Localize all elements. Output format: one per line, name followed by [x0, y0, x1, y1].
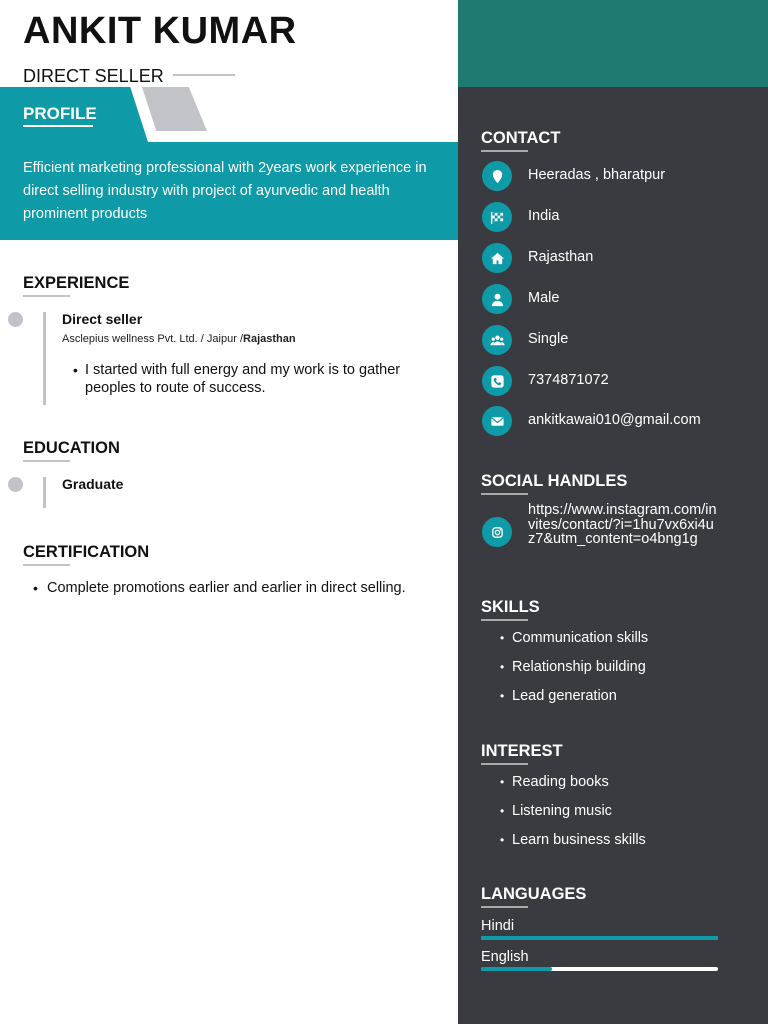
bullet-glyph: • — [500, 804, 505, 818]
interest-item: Listening music — [512, 803, 612, 819]
person-icon — [482, 284, 512, 314]
skills-underline — [481, 619, 528, 621]
bullet-glyph: • — [500, 660, 505, 674]
social-handles-title: SOCIAL HANDLES — [481, 472, 628, 490]
contact-country: India — [528, 208, 560, 224]
certification-underline — [23, 564, 70, 566]
language-level-track — [481, 967, 718, 971]
bullet-glyph: • — [500, 631, 505, 645]
candidate-name: ANKIT KUMAR — [23, 10, 297, 52]
bullet-glyph: • — [33, 580, 38, 596]
interest-item: Learn business skills — [512, 832, 646, 848]
language-name: English — [481, 949, 529, 965]
bullet-glyph: • — [73, 362, 78, 378]
skills-title: SKILLS — [481, 598, 540, 616]
skill-item: Communication skills — [512, 630, 649, 646]
sidebar-header-band — [458, 0, 768, 87]
contact-address: Heeradas , bharatpur — [528, 167, 666, 183]
skill-item: Relationship building — [512, 659, 646, 675]
skill-item: Lead generation — [512, 688, 617, 704]
contact-email[interactable]: ankitkawai010@gmail.com — [528, 412, 701, 428]
timeline-dot — [8, 477, 23, 492]
certification-title: CERTIFICATION — [23, 543, 150, 561]
flag-icon — [482, 202, 512, 232]
job-description: I started with full energy and my work is to gather peoples to route of success. — [85, 362, 401, 396]
profile-title-underline — [23, 125, 93, 127]
timeline-line — [43, 477, 46, 508]
job-company: Asclepius wellness Pvt. Ltd. — [62, 333, 198, 345]
languages-title: LANGUAGES — [481, 885, 587, 903]
language-level-fill — [481, 936, 718, 940]
interest-item: Reading books — [512, 774, 609, 790]
job-state: Rajasthan — [243, 333, 296, 345]
instagram-icon — [482, 517, 512, 547]
education-title: EDUCATION — [23, 439, 120, 457]
bullet-glyph: • — [500, 689, 505, 703]
people-icon — [482, 325, 512, 355]
contact-title: CONTACT — [481, 129, 561, 147]
bullet-glyph: • — [500, 833, 505, 847]
interest-title: INTEREST — [481, 742, 563, 760]
contact-gender: Male — [528, 290, 560, 306]
experience-title: EXPERIENCE — [23, 274, 130, 292]
certification-item: Complete promotions earlier and earlier in direct selling. — [47, 580, 406, 596]
experience-underline — [23, 295, 70, 297]
phone-icon — [482, 366, 512, 396]
job-position: Direct seller — [62, 311, 143, 327]
education-underline — [23, 460, 70, 462]
timeline-line — [43, 312, 46, 405]
contact-phone: 7374871072 — [528, 372, 609, 388]
timeline-dot — [8, 312, 23, 327]
job-company-location — [62, 333, 296, 345]
social-handles-underline — [481, 493, 528, 495]
language-level-fill — [481, 967, 552, 971]
profile-decor-shape — [142, 87, 207, 131]
languages-underline — [481, 906, 528, 908]
profile-title: PROFILE — [23, 104, 97, 123]
mail-icon — [482, 406, 512, 436]
job-separator: / — [239, 333, 244, 345]
language-name: Hindi — [481, 918, 515, 934]
location-pin-icon — [482, 161, 512, 191]
language-level-track — [481, 936, 718, 940]
contact-underline — [481, 150, 528, 152]
job-separator: / — [200, 333, 204, 345]
education-degree: Graduate — [62, 476, 124, 492]
home-icon — [482, 243, 512, 273]
interest-underline — [481, 763, 528, 765]
bullet-glyph: • — [500, 775, 505, 789]
profile-summary: Efficient marketing professional with 2years work experience in direct selling industry with project of ayurvedic and health prominent products — [23, 160, 427, 222]
role-divider — [173, 74, 235, 76]
contact-state: Rajasthan — [528, 249, 594, 265]
job-role: DIRECT SELLER — [23, 66, 164, 86]
instagram-link[interactable]: https://www.instagram.com/invites/contact/?i=1hu7vx6xi4uz7&utm_content=o4bng1g — [528, 502, 717, 547]
contact-marital-status: Single — [528, 331, 569, 347]
job-city: Jaipur — [206, 333, 237, 345]
